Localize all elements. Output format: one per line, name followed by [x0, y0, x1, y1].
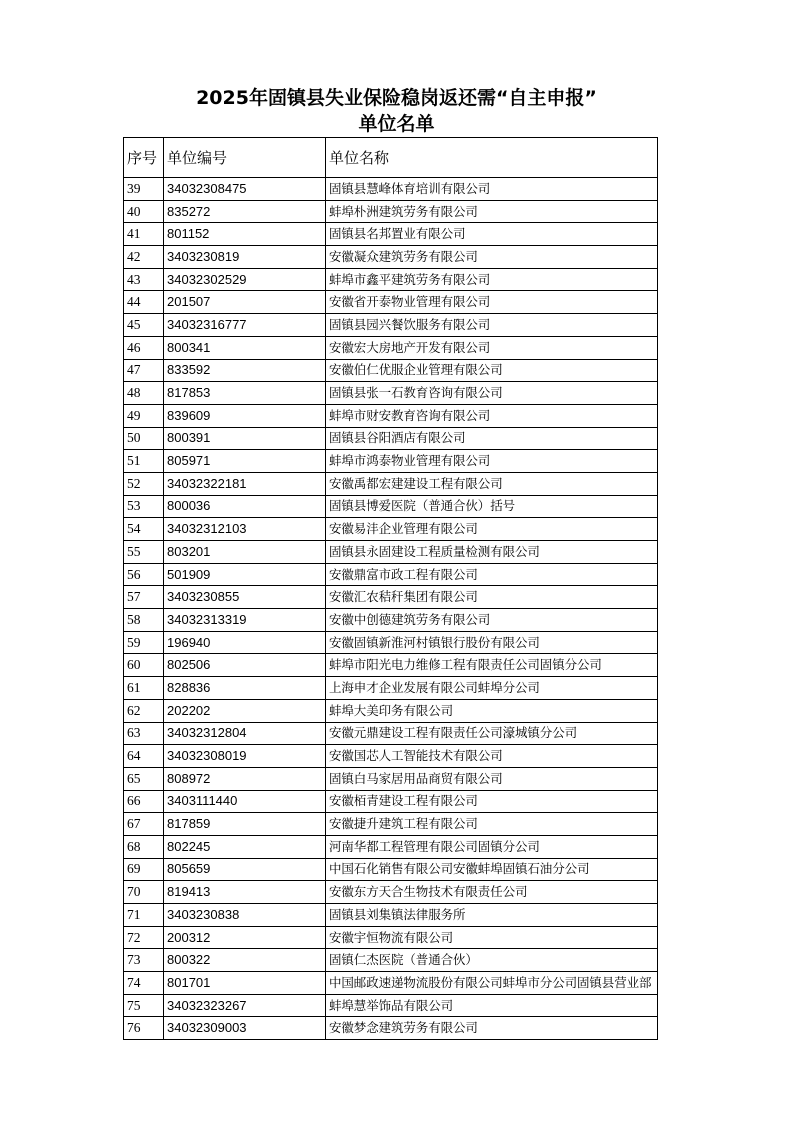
- row-unit-name: 安徽栢青建设工程有限公司: [326, 790, 658, 813]
- table-row: [124, 722, 658, 745]
- table-row: [124, 654, 658, 677]
- row-unit-code: 828836: [164, 677, 326, 700]
- row-unit-code: 817853: [164, 382, 326, 405]
- row-unit-name: 蚌埠市鑫平建筑劳务有限公司: [326, 268, 658, 291]
- row-seq: 64: [124, 745, 164, 768]
- row-unit-code: 800341: [164, 336, 326, 359]
- table-row: [124, 178, 658, 201]
- row-unit-code: 501909: [164, 563, 326, 586]
- row-unit-name: 安徽中创德建筑劳务有限公司: [326, 609, 658, 632]
- row-seq: 54: [124, 518, 164, 541]
- row-seq: 69: [124, 858, 164, 881]
- row-unit-code: 196940: [164, 631, 326, 654]
- table-row: [124, 541, 658, 564]
- row-unit-name: 安徽宇恒物流有限公司: [326, 926, 658, 949]
- table-row: [124, 495, 658, 518]
- row-unit-code: 34032308475: [164, 178, 326, 201]
- row-unit-name: 蚌埠市鸿泰物业管理有限公司: [326, 450, 658, 473]
- row-seq: 55: [124, 541, 164, 564]
- table-row: [124, 813, 658, 836]
- row-unit-code: 817859: [164, 813, 326, 836]
- row-seq: 59: [124, 631, 164, 654]
- row-unit-name: 蚌埠市阳光电力维修工程有限责任公司固镇分公司: [326, 654, 658, 677]
- row-unit-name: 安徽易沣企业管理有限公司: [326, 518, 658, 541]
- row-seq: 71: [124, 904, 164, 927]
- table-row: [124, 268, 658, 291]
- row-unit-code: 802506: [164, 654, 326, 677]
- row-seq: 39: [124, 178, 164, 201]
- row-unit-code: 34032312103: [164, 518, 326, 541]
- row-unit-code: 3403230819: [164, 246, 326, 269]
- table-row: [124, 609, 658, 632]
- row-seq: 66: [124, 790, 164, 813]
- row-seq: 63: [124, 722, 164, 745]
- table-row: [124, 200, 658, 223]
- row-unit-name: 安徽伯仁优服企业管理有限公司: [326, 359, 658, 382]
- row-unit-code: 201507: [164, 291, 326, 314]
- header-row: [124, 138, 658, 178]
- row-unit-code: 202202: [164, 699, 326, 722]
- row-unit-name: 固镇县谷阳酒店有限公司: [326, 427, 658, 450]
- row-unit-name: 河南华都工程管理有限公司固镇分公司: [326, 835, 658, 858]
- header-seq: 序号: [124, 138, 164, 178]
- row-seq: 74: [124, 972, 164, 995]
- row-seq: 61: [124, 677, 164, 700]
- table-row: [124, 767, 658, 790]
- row-seq: 56: [124, 563, 164, 586]
- table-row: [124, 949, 658, 972]
- row-unit-code: 805659: [164, 858, 326, 881]
- row-unit-code: 34032323267: [164, 994, 326, 1017]
- table-row: [124, 972, 658, 995]
- header-unit-name: 单位名称: [326, 138, 658, 178]
- table-row: [124, 904, 658, 927]
- row-unit-code: 34032313319: [164, 609, 326, 632]
- row-unit-code: 800036: [164, 495, 326, 518]
- row-unit-name: 安徽汇农秸秆集团有限公司: [326, 586, 658, 609]
- row-seq: 72: [124, 926, 164, 949]
- row-unit-name: 中国邮政速递物流股份有限公司蚌埠市分公司固镇县营业部: [326, 972, 658, 995]
- row-seq: 47: [124, 359, 164, 382]
- row-seq: 58: [124, 609, 164, 632]
- row-seq: 68: [124, 835, 164, 858]
- row-unit-name: 安徽固镇新淮河村镇银行股份有限公司: [326, 631, 658, 654]
- row-seq: 62: [124, 699, 164, 722]
- table-row: [124, 382, 658, 405]
- row-unit-name: 蚌埠朴洲建筑劳务有限公司: [326, 200, 658, 223]
- row-unit-code: 803201: [164, 541, 326, 564]
- table-row: [124, 881, 658, 904]
- row-unit-code: 805971: [164, 450, 326, 473]
- row-unit-name: 固镇县名邦置业有限公司: [326, 223, 658, 246]
- table-row: [124, 1017, 658, 1040]
- table-row: [124, 858, 658, 881]
- table-row: [124, 790, 658, 813]
- row-seq: 53: [124, 495, 164, 518]
- table-row: [124, 359, 658, 382]
- row-seq: 40: [124, 200, 164, 223]
- row-unit-code: 833592: [164, 359, 326, 382]
- row-unit-name: 固镇白马家居用品商贸有限公司: [326, 767, 658, 790]
- row-seq: 70: [124, 881, 164, 904]
- table-row: [124, 223, 658, 246]
- row-seq: 49: [124, 404, 164, 427]
- row-unit-name: 固镇县刘集镇法律服务所: [326, 904, 658, 927]
- row-seq: 52: [124, 472, 164, 495]
- row-unit-code: 34032322181: [164, 472, 326, 495]
- row-seq: 76: [124, 1017, 164, 1040]
- row-unit-name: 安徽省开泰物业管理有限公司: [326, 291, 658, 314]
- row-unit-name: 安徽凝众建筑劳务有限公司: [326, 246, 658, 269]
- table-row: [124, 926, 658, 949]
- row-seq: 45: [124, 314, 164, 337]
- row-unit-name: 上海申才企业发展有限公司蚌埠分公司: [326, 677, 658, 700]
- row-unit-code: 34032312804: [164, 722, 326, 745]
- table-header: [124, 138, 658, 178]
- row-unit-name: 蚌埠市财安教育咨询有限公司: [326, 404, 658, 427]
- row-unit-code: 34032309003: [164, 1017, 326, 1040]
- row-unit-code: 3403230838: [164, 904, 326, 927]
- row-unit-name: 安徽禹都宏建建设工程有限公司: [326, 472, 658, 495]
- row-unit-code: 819413: [164, 881, 326, 904]
- row-unit-code: 3403230855: [164, 586, 326, 609]
- row-unit-name: 安徽梦念建筑劳务有限公司: [326, 1017, 658, 1040]
- row-unit-code: 808972: [164, 767, 326, 790]
- table-row: [124, 404, 658, 427]
- row-unit-name: 安徽元鼎建设工程有限责任公司濠城镇分公司: [326, 722, 658, 745]
- row-unit-code: 839609: [164, 404, 326, 427]
- row-unit-code: 801701: [164, 972, 326, 995]
- table-row: [124, 835, 658, 858]
- table-row: [124, 699, 658, 722]
- table-row: [124, 336, 658, 359]
- table-row: [124, 427, 658, 450]
- row-unit-name: 蚌埠慧举饰品有限公司: [326, 994, 658, 1017]
- row-seq: 51: [124, 450, 164, 473]
- row-seq: 65: [124, 767, 164, 790]
- row-unit-name: 固镇县慧峰体育培训有限公司: [326, 178, 658, 201]
- table-row: [124, 291, 658, 314]
- table-row: [124, 450, 658, 473]
- table-row: [124, 745, 658, 768]
- row-seq: 44: [124, 291, 164, 314]
- table-row: [124, 586, 658, 609]
- row-seq: 42: [124, 246, 164, 269]
- table-row: [124, 563, 658, 586]
- row-seq: 48: [124, 382, 164, 405]
- row-seq: 50: [124, 427, 164, 450]
- row-unit-name: 安徽宏大房地产开发有限公司: [326, 336, 658, 359]
- unit-list-table: [123, 137, 658, 1040]
- row-unit-code: 34032302529: [164, 268, 326, 291]
- table-row: [124, 994, 658, 1017]
- row-unit-name: 固镇县园兴餐饮服务有限公司: [326, 314, 658, 337]
- row-unit-code: 200312: [164, 926, 326, 949]
- table-row: [124, 314, 658, 337]
- row-unit-name: 安徽捷升建筑工程有限公司: [326, 813, 658, 836]
- row-seq: 41: [124, 223, 164, 246]
- table-row: [124, 246, 658, 269]
- table-body: [124, 178, 658, 1040]
- row-seq: 57: [124, 586, 164, 609]
- row-unit-name: 蚌埠大美印务有限公司: [326, 699, 658, 722]
- row-unit-code: 800391: [164, 427, 326, 450]
- row-unit-code: 802245: [164, 835, 326, 858]
- row-seq: 43: [124, 268, 164, 291]
- page-title: 2025年固镇县失业保险稳岗返还需“自主申报”: [196, 87, 597, 109]
- table-row: [124, 472, 658, 495]
- table-row: [124, 631, 658, 654]
- row-unit-name: 安徽东方天合生物技术有限责任公司: [326, 881, 658, 904]
- row-unit-name: 安徽国芯人工智能技术有限公司: [326, 745, 658, 768]
- row-unit-code: 800322: [164, 949, 326, 972]
- row-unit-name: 固镇县博爱医院（普通合伙）括号: [326, 495, 658, 518]
- row-unit-name: 固镇县永固建设工程质量检测有限公司: [326, 541, 658, 564]
- row-unit-name: 中国石化销售有限公司安徽蚌埠固镇石油分公司: [326, 858, 658, 881]
- row-seq: 46: [124, 336, 164, 359]
- row-seq: 73: [124, 949, 164, 972]
- page-subtitle: 单位名单: [358, 113, 435, 135]
- row-seq: 60: [124, 654, 164, 677]
- row-seq: 67: [124, 813, 164, 836]
- table-row: [124, 677, 658, 700]
- row-unit-code: 3403111440: [164, 790, 326, 813]
- row-unit-code: 801152: [164, 223, 326, 246]
- row-unit-name: 固镇仁杰医院（普通合伙）: [326, 949, 658, 972]
- row-unit-code: 34032316777: [164, 314, 326, 337]
- header-unit-code: 单位编号: [164, 138, 326, 178]
- row-unit-name: 固镇县张一石教育咨询有限公司: [326, 382, 658, 405]
- row-seq: 75: [124, 994, 164, 1017]
- row-unit-code: 835272: [164, 200, 326, 223]
- row-unit-code: 34032308019: [164, 745, 326, 768]
- table-row: [124, 518, 658, 541]
- row-unit-name: 安徽鼎富市政工程有限公司: [326, 563, 658, 586]
